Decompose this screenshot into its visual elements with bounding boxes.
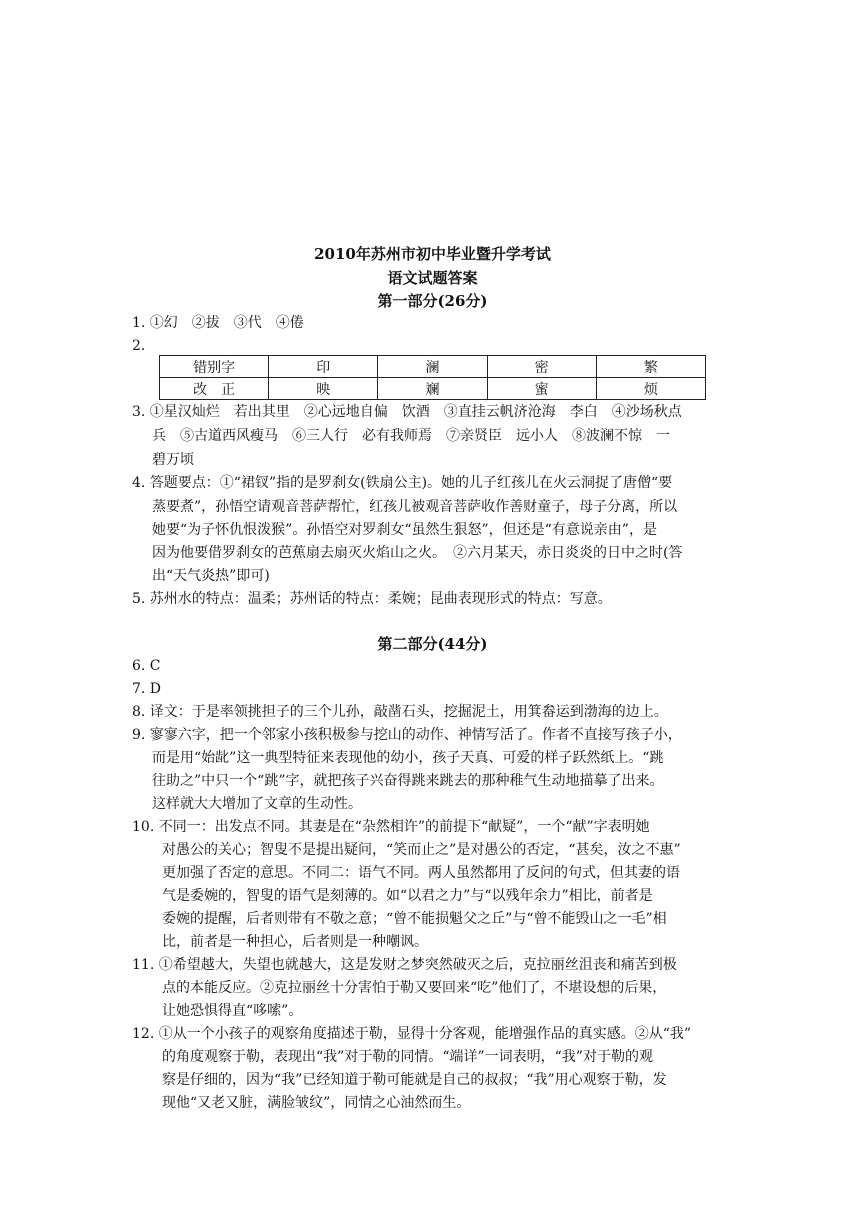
answer-9-line: 9. 寥寥六字，把一个邻家小孩积极参与挖山的动作、神情写活了。作者不直接写孩子小， [132,727,682,743]
table-row [160,378,706,400]
table-cell: 繁 [596,356,705,378]
table-cell: 斓 [378,378,487,400]
answer-10-line: 比，前者是一种担心，后者则是一种嘲讽。 [162,934,428,950]
answer-10-line: 对愚公的关心；智叟不是提出疑问，“笑而止之”是对愚公的否定，“甚矣，汝之不惠” [162,842,681,858]
typo-correction-table [159,355,706,400]
answer-3-line: 兵 ⑤古道西风瘦马 ⑥三人行 必有我师焉 ⑦亲贤臣 远小人 ⑧波澜不惊 一 [152,428,670,444]
table-cell: 澜 [378,356,487,378]
part-two-heading: 第二部分(44分) [377,635,488,653]
answer-8: 8. 译文：于是率领挑担子的三个儿孙，敲凿石头，挖掘泥土，用箕畚运到渤海的边上。 [132,704,668,720]
answer-subtitle: 语文试题答案 [387,269,478,287]
answer-5: 5. 苏州水的特点：温柔；苏州话的特点：柔婉；昆曲表现形式的特点：写意。 [132,591,612,607]
table-cell: 蜜 [487,378,596,400]
answer-4-line: 蒸要煮”，孙悟空请观音菩萨帮忙，红孩儿被观音菩萨收作善财童子，母子分离，所以 [152,499,678,515]
answer-10-line: 更加强了否定的意思。不同二：语气不同。两人虽然都用了反问的句式，但其妻的语 [162,865,680,881]
answer-4-line: 出“天气炎热”即可) [152,568,270,584]
answer-9-line: 往助之”中只一个“跳”字，就把孩子兴奋得跳来跳去的那种稚气生动地描摹了出来。 [152,773,664,789]
answer-2: 2. [132,338,146,354]
answer-10-line: 委婉的提醒，后者则带有不敬之意；“曾不能损魁父之丘”与“曾不能毁山之一毛”相 [162,911,667,927]
answer-12-line: 现他“又老又脏，满脸皱纹”，同情之心油然而生。 [162,1095,471,1111]
table-cell: 印 [269,356,378,378]
table-cell: 烦 [596,378,705,400]
answer-4-line: 因为他要借罗刹女的芭蕉扇去扇灭火焰山之火。 ②六月某天，赤日炎炎的日中之时(答 [152,545,683,561]
answer-9-line: 而是用“始龀”这一典型特征来表现他的幼小，孩子天真、可爱的样子跃然纸上。“跳 [152,750,664,766]
table-row [160,356,706,378]
answer-11-line: 让她恐惧得直“哆嗦”。 [162,1003,303,1019]
table-cell: 错别字 [160,356,269,378]
table-cell: 改 正 [160,378,269,400]
answer-12-line: 12. ①从一个小孩子的观察角度描述于勒，显得十分客观，能增强作品的真实感。②从“我” [132,1026,692,1042]
answer-12-line: 察是仔细的，因为“我”已经知道于勒可能就是自己的叔叔；“我”用心观察于勒，发 [162,1072,667,1088]
answer-10-line: 10. 不同一：出发点不同。其妻是在“杂然相许”的前提下“献疑”，一个“献”字表明她 [132,819,650,835]
answer-1: 1. ①幻 ②拔 ③代 ④倦 [132,315,304,331]
answer-6: 6. C [132,658,161,674]
table-cell: 密 [487,356,596,378]
table-cell: 映 [269,378,378,400]
answer-10-line: 气是委婉的，智叟的语气是刻薄的。如“以君之力”与“以残年余力”相比，前者是 [162,888,653,904]
answer-3-line: 碧万顷 [152,452,194,468]
answer-12-line: 的角度观察于勒，表现出“我”对于勒的同情。“端详”一词表明，“我”对于勒的观 [162,1049,653,1065]
answer-9-line: 这样就大大增加了文章的生动性。 [152,796,362,812]
answer-11-line: 11. ①希望越大，失望也就越大，这是发财之梦突然破灭之后，克拉丽丝沮丧和痛苦到极 [132,957,677,973]
answer-4-line: 4. 答题要点：①“裙钗”指的是罗刹女(铁扇公主)。她的儿子红孩儿在火云洞捉了唐僧“要 [132,475,673,491]
answer-11-line: 点的本能反应。②克拉丽丝十分害怕于勒又要回来“吃”他们了，不堪设想的后果， [162,980,667,996]
exam-title: 2010年苏州市初中毕业暨升学考试 [314,245,551,263]
answer-4-line: 她要“为子怀仇恨泼猴”。孙悟空对罗刹女“虽然生狠怒”，但还是“有意说亲由”，是 [152,522,657,538]
part-one-heading: 第一部分(26分) [377,292,488,310]
answer-7: 7. D [132,681,162,697]
answer-3-line: 3. ①星汉灿烂 若出其里 ②心远地自偏 饮酒 ③直挂云帆济沧海 李白 ④沙场秋点 [132,404,682,420]
